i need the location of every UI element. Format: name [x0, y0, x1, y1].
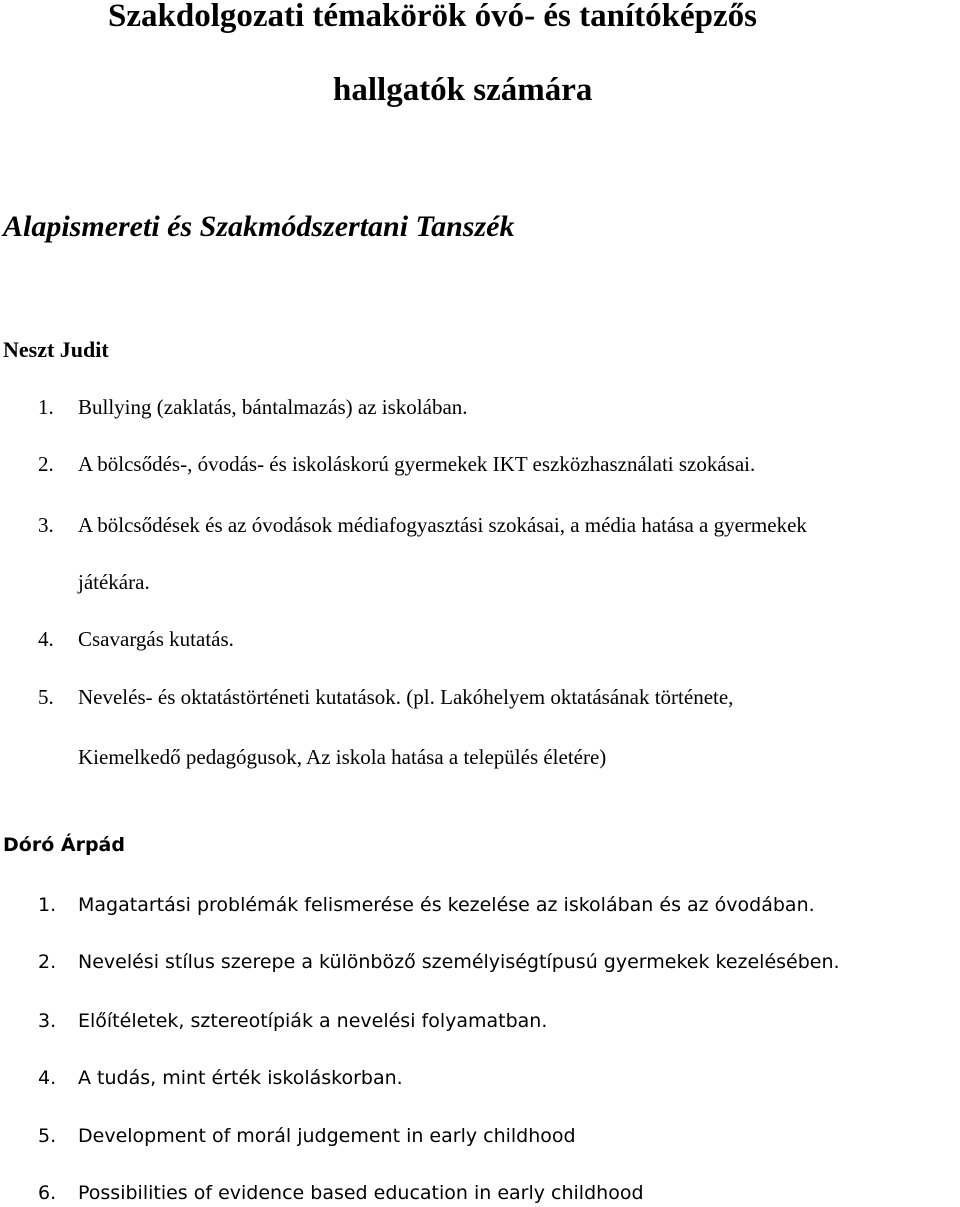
topic-number: 6.: [38, 1182, 57, 1204]
topic-text: Csavargás kutatás.: [78, 627, 234, 651]
topic-item: [38, 450, 755, 478]
topic-text: A tudás, mint érték iskoláskorban.: [78, 1067, 403, 1089]
topic-text: Bullying (zaklatás, bántalmazás) az iskolában.: [78, 395, 468, 419]
topic-text-continuation: Kiemelkedő pedagógusok, Az iskola hatása a település életére): [78, 745, 607, 769]
document-title-line-1: Szakdolgozati témakörök óvó- és tanítóképzős: [108, 0, 757, 34]
topic-item: [38, 393, 468, 421]
topic-item: [38, 625, 234, 653]
topic-item: [38, 511, 807, 539]
department-heading: Alapismereti és Szakmódszertani Tanszék: [3, 210, 515, 243]
topic-number: 4.: [38, 1067, 57, 1089]
topic-number: 5.: [38, 685, 54, 709]
supervisor-name-neszt-judit: Neszt Judit: [3, 337, 109, 362]
topic-text: Előítéletek, sztereotípiák a nevelési folyamatban.: [78, 1010, 548, 1032]
topic-number: 5.: [38, 1125, 57, 1147]
topic-text: Development of morál judgement in early childhood: [78, 1125, 576, 1147]
topic-item: [38, 1064, 403, 1092]
topic-text: Possibilities of evidence based education in early childhood: [78, 1182, 644, 1204]
topic-item: [38, 1007, 547, 1035]
topic-item: [38, 948, 840, 976]
topic-number: 3.: [38, 1010, 57, 1032]
topic-number: 1.: [38, 894, 57, 916]
topic-item: [38, 1122, 576, 1150]
topic-text-continuation: játékára.: [78, 570, 150, 594]
topic-text: A bölcsődések és az óvodások médiafogyasztási szokásai, a média hatása a gyermekek: [78, 513, 807, 537]
topic-item: [38, 1179, 644, 1207]
topic-number: 2.: [38, 452, 54, 476]
topic-text: A bölcsődés-, óvodás- és iskoláskorú gyermekek IKT eszközhasználati szokásai.: [78, 452, 756, 476]
document-title-line-2: hallgatók számára: [333, 72, 593, 108]
topic-item: [38, 891, 815, 919]
supervisor-name-doro-arpad: Dóró Árpád: [3, 834, 125, 856]
topic-number: 3.: [38, 513, 54, 537]
topic-text: Magatartási problémák felismerése és kezelése az iskolában és az óvodában.: [78, 894, 815, 916]
topic-item: [38, 683, 733, 711]
topic-text: Nevelési stílus szerepe a különböző személyiségtípusú gyermekek kezelésében.: [78, 951, 840, 973]
topic-text: Nevelés- és oktatástörténeti kutatások. (pl. Lakóhelyem oktatásának története,: [78, 685, 734, 709]
topic-number: 1.: [38, 395, 54, 419]
topic-number: 2.: [38, 951, 57, 973]
topic-number: 4.: [38, 627, 54, 651]
